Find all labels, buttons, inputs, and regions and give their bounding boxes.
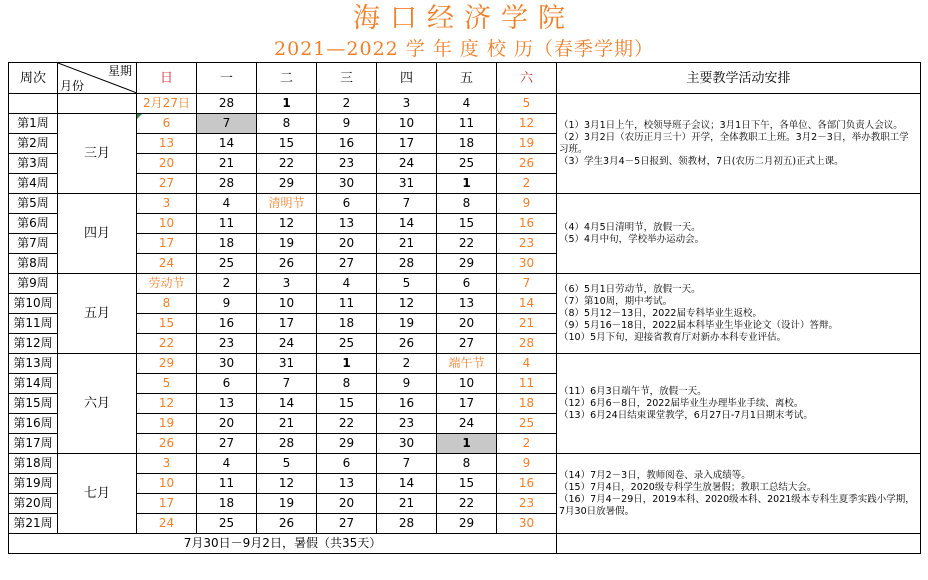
day-cell: 26 [137,434,197,454]
day-cell: 1 [257,94,317,114]
note-item: （13）6月24日结束课堂教学，6月27日-7月1日期末考试。 [559,409,813,421]
day-cell: 7 [497,274,557,294]
day-cell: 13 [137,134,197,154]
day-cell: 11 [497,374,557,394]
day-cell: 5 [497,94,557,114]
day-cell: 13 [317,214,377,234]
day-cell: 23 [377,414,437,434]
day-cell: 13 [437,294,497,314]
day-cell: 8 [257,114,317,134]
day-cell: 25 [437,154,497,174]
week-number: 第13周 [9,354,58,374]
holiday-cell: 劳动节 [137,274,197,294]
day-cell: 3 [137,194,197,214]
day-cell: 12 [257,214,317,234]
day-cell: 10 [437,374,497,394]
header-diagonal [58,63,137,94]
day-cell: 22 [437,234,497,254]
day-cell: 8 [437,194,497,214]
day-cell: 30 [317,174,377,194]
day-cell: 23 [497,234,557,254]
day-cell: 27 [197,434,257,454]
day-cell: 21 [497,314,557,334]
day-cell: 1 [437,174,497,194]
day-cell: 10 [257,294,317,314]
day-cell: 21 [377,234,437,254]
day-cell: 16 [317,134,377,154]
day-cell: 26 [257,254,317,274]
week-number: 第21周 [9,514,58,534]
week-row [9,274,921,294]
day-cell: 18 [317,314,377,334]
day-cell: 26 [257,514,317,534]
day-cell: 12 [257,474,317,494]
day-cell: 11 [317,294,377,314]
day-cell: 14 [377,474,437,494]
day-cell: 28 [497,334,557,354]
week-number: 第5周 [9,194,58,214]
day-cell: 28 [197,94,257,114]
day-cell: 17 [257,314,317,334]
note-item: （15）7月4日，2020级专科学生放暑假；教职工总结大会。 [559,481,817,493]
note-item: （11）6月3日端午节，放假一天。 [559,385,707,397]
week-number: 第1周 [9,114,58,134]
day-cell: 19 [137,414,197,434]
day-cell: 22 [317,414,377,434]
header-weekday-label: 星期 [107,64,132,78]
day-cell: 14 [257,394,317,414]
day-cell: 9 [317,114,377,134]
day-cell: 1 [317,354,377,374]
day-cell: 29 [257,174,317,194]
day-cell: 30 [497,254,557,274]
day-cell: 15 [437,214,497,234]
note-item: （3）学生3月4－5日报到、领教材，7日(农历二月初五)正式上课。 [559,155,844,167]
day-cell: 2 [497,434,557,454]
day-cell: 24 [377,154,437,174]
holiday-cell: 清明节 [257,194,317,214]
header-day-sat: 六 [497,63,557,94]
header-day-thu: 四 [377,63,437,94]
header-day-tue: 二 [257,63,317,94]
header-notes: 主要教学活动安排 [557,63,921,94]
day-cell: 10 [137,214,197,234]
day-cell: 7 [197,114,257,134]
day-cell: 8 [437,454,497,474]
day-cell: 27 [317,254,377,274]
day-cell: 11 [197,214,257,234]
day-cell: 2月27日 [137,94,197,114]
day-cell: 29 [317,434,377,454]
day-cell: 30 [197,354,257,374]
day-cell: 21 [197,154,257,174]
header-day-fri: 五 [437,63,497,94]
day-cell: 25 [197,254,257,274]
day-cell: 4 [317,274,377,294]
note-item: （7）第10周，期中考试。 [559,295,673,307]
day-cell: 9 [497,454,557,474]
day-cell: 22 [257,154,317,174]
week-number: 第15周 [9,394,58,414]
day-cell: 15 [257,134,317,154]
day-cell: 27 [437,334,497,354]
week-row [9,194,921,214]
day-cell: 17 [437,394,497,414]
day-cell: 4 [437,94,497,114]
day-cell: 31 [377,174,437,194]
day-cell: 10 [377,114,437,134]
header-day-wed: 三 [317,63,377,94]
day-cell: 14 [377,214,437,234]
note-item: （6）5月1日劳动节，放假一天。 [559,283,701,295]
day-cell: 28 [197,174,257,194]
day-cell: 20 [437,314,497,334]
month-label: 六月 [58,354,137,454]
day-cell: 16 [197,314,257,334]
day-cell: 30 [497,514,557,534]
page-title: 海口经济学院 [353,3,575,34]
day-cell: 18 [197,234,257,254]
day-cell: 8 [317,374,377,394]
notes-june [557,354,921,454]
day-cell: 11 [197,474,257,494]
header-month-label: 月份 [60,79,85,93]
week-number: 第17周 [9,434,58,454]
day-cell: 24 [137,254,197,274]
note-item: （9）5月16－18日，2022届本科毕业生毕业论文（设计）答辩。 [559,319,838,331]
day-cell: 4 [497,354,557,374]
day-cell: 15 [437,474,497,494]
day-cell: 17 [137,234,197,254]
week-number: 第12周 [9,334,58,354]
footer-row [9,534,921,554]
week-number: 第3周 [9,154,58,174]
day-cell: 4 [197,194,257,214]
day-cell: 26 [377,334,437,354]
day-cell: 29 [437,254,497,274]
day-cell: 22 [137,334,197,354]
day-cell: 14 [497,294,557,314]
holiday-cell: 端午节 [437,354,497,374]
day-cell: 18 [437,134,497,154]
note-item: （16）7月4－29日，2019本科、2020级本科、2021级本专科生夏季实践小学期，7月30日放暑假。 [559,493,915,517]
day-cell: 4 [197,454,257,474]
day-cell: 16 [377,394,437,414]
day-cell: 10 [137,474,197,494]
week-row [9,354,921,374]
day-cell: 6 [197,374,257,394]
month-label: 三月 [58,114,137,194]
day-cell: 2 [317,94,377,114]
day-cell: 9 [497,194,557,214]
week-number [9,94,58,114]
notes-march [557,94,921,194]
week-number: 第2周 [9,134,58,154]
header-week: 周次 [9,63,58,94]
day-cell: 3 [257,274,317,294]
week-number: 第7周 [9,234,58,254]
week-row [9,94,921,114]
week-number: 第14周 [9,374,58,394]
note-item: （12）6月6－8日，2022届毕业生办理毕业手续、离校。 [559,397,804,409]
footer-empty [557,534,921,554]
day-cell: 24 [137,514,197,534]
day-cell: 23 [317,154,377,174]
day-cell: 27 [137,174,197,194]
day-cell: 28 [377,514,437,534]
day-cell: 16 [497,214,557,234]
day-cell: 6 [137,114,197,134]
notes-may [557,274,921,354]
day-cell: 9 [197,294,257,314]
day-cell: 19 [377,314,437,334]
notes-april [557,194,921,274]
day-cell: 19 [257,234,317,254]
day-cell: 26 [497,154,557,174]
day-cell: 2 [497,174,557,194]
day-cell: 11 [437,114,497,134]
page-subtitle: 2021—2022 学 年 度 校 历（春季学期） [274,38,654,60]
day-cell: 31 [257,354,317,374]
day-cell: 28 [377,254,437,274]
day-cell: 21 [377,494,437,514]
day-cell: 3 [377,94,437,114]
note-item: （1）3月1日上午，校领导班子会议；3月1日下午，各单位、各部门负责人会议。 [559,119,903,131]
day-cell: 6 [317,454,377,474]
day-cell: 7 [377,454,437,474]
week-number: 第9周 [9,274,58,294]
summer-break-note: 7月30日－9月2日，暑假（共35天） [9,534,557,554]
day-cell: 25 [317,334,377,354]
day-cell: 13 [317,474,377,494]
day-cell: 7 [257,374,317,394]
day-cell: 12 [377,294,437,314]
day-cell: 1 [437,434,497,454]
day-cell: 20 [317,234,377,254]
month-label: 四月 [58,194,137,274]
week-number: 第19周 [9,474,58,494]
notes-july [557,454,921,534]
day-cell: 15 [317,394,377,414]
note-item: （4）4月5日清明节，放假一天。 [559,221,701,233]
week-number: 第16周 [9,414,58,434]
day-cell: 22 [437,494,497,514]
day-cell: 8 [137,294,197,314]
day-cell: 2 [377,354,437,374]
note-item: （2）3月2日（农历正月三十）开学，全体教职工上班。3月2－3日，举办教职工学习班。 [559,131,909,155]
day-cell: 18 [197,494,257,514]
day-cell: 24 [437,414,497,434]
day-cell: 19 [257,494,317,514]
day-cell: 24 [257,334,317,354]
day-cell: 17 [377,134,437,154]
day-cell: 16 [497,474,557,494]
week-number: 第8周 [9,254,58,274]
note-item: （8）5月12－13日，2022届专科毕业生返校。 [559,307,762,319]
day-cell: 27 [317,514,377,534]
day-cell: 12 [497,114,557,134]
day-cell: 6 [317,194,377,214]
week-number: 第11周 [9,314,58,334]
day-cell: 5 [377,274,437,294]
week-number: 第20周 [9,494,58,514]
day-cell: 29 [137,354,197,374]
note-item: （10）5月下旬，迎接省教育厅对新办本科专业评估。 [559,331,787,343]
day-cell: 15 [137,314,197,334]
day-cell: 23 [197,334,257,354]
week-number: 第6周 [9,214,58,234]
day-cell: 25 [197,514,257,534]
note-item: （5）4月中旬，学校举办运动会。 [559,233,705,245]
day-cell: 30 [377,434,437,454]
day-cell: 3 [137,454,197,474]
month-cell-empty [58,94,137,114]
day-cell: 18 [497,394,557,414]
month-label: 五月 [58,274,137,354]
day-cell: 5 [137,374,197,394]
day-cell: 7 [377,194,437,214]
note-item: （14）7月2－3日，教师阅卷、录入成绩等。 [559,469,751,481]
header-day-sun: 日 [137,63,197,94]
day-cell: 20 [317,494,377,514]
week-number: 第4周 [9,174,58,194]
day-cell: 25 [497,414,557,434]
day-cell: 21 [257,414,317,434]
day-cell: 20 [197,414,257,434]
day-cell: 14 [197,134,257,154]
day-cell: 6 [437,274,497,294]
day-cell: 13 [197,394,257,414]
day-cell: 12 [137,394,197,414]
day-cell: 19 [497,134,557,154]
day-cell: 23 [497,494,557,514]
header-row [9,63,921,94]
day-cell: 5 [257,454,317,474]
calendar-table [8,62,921,554]
day-cell: 29 [437,514,497,534]
week-number: 第10周 [9,294,58,314]
header-day-mon: 一 [197,63,257,94]
day-cell: 20 [137,154,197,174]
day-cell: 17 [137,494,197,514]
month-label: 七月 [58,454,137,534]
week-row [9,454,921,474]
week-number: 第18周 [9,454,58,474]
day-cell: 28 [257,434,317,454]
day-cell: 9 [377,374,437,394]
day-cell: 2 [197,274,257,294]
